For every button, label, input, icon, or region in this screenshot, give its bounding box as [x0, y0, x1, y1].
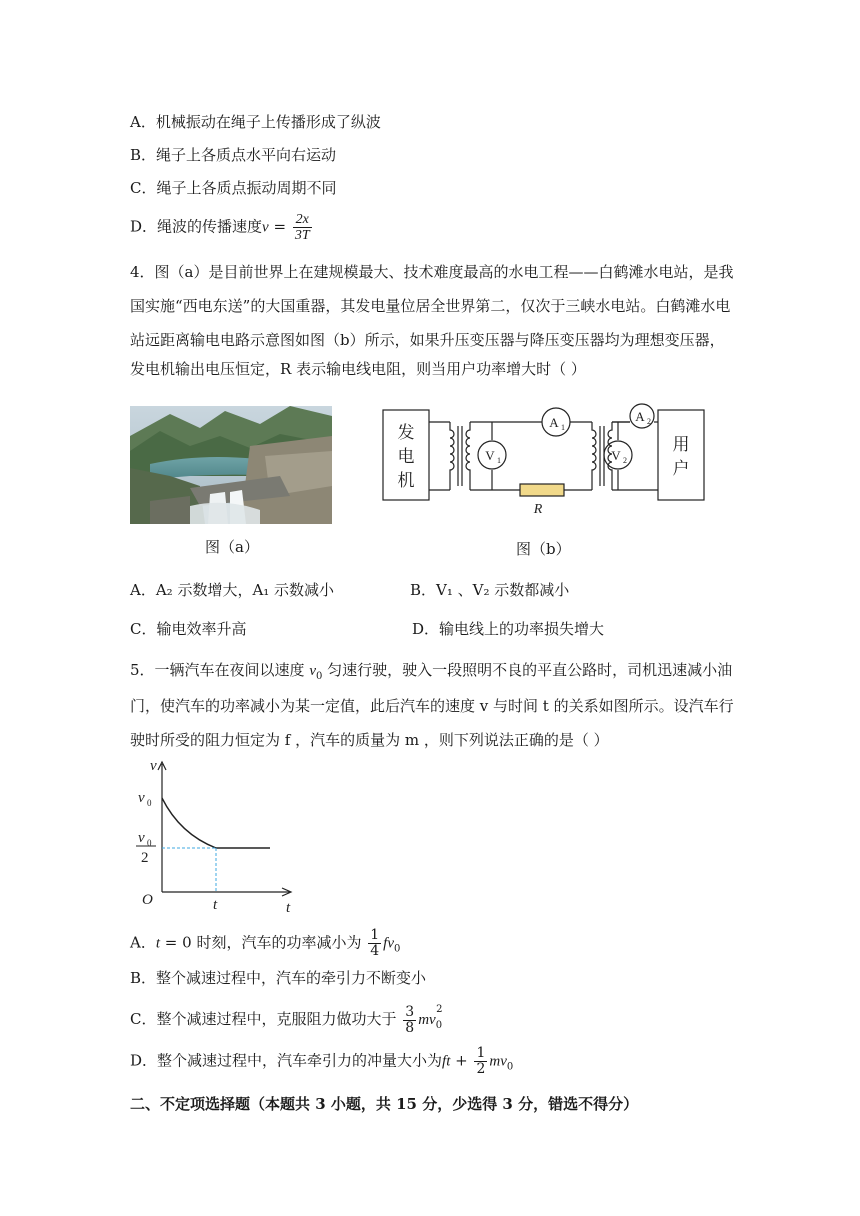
q5-option-b: B．整个减速过程中，汽车的牵引力不断变小 — [130, 969, 427, 987]
q5-option-d: D．整个减速过程中，汽车牵引力的冲量大小为ft + $\frac{1}{2}$ $mv_0$ — [130, 1045, 514, 1077]
q4-option-d: D．输电线上的功率损失增大 — [412, 620, 605, 638]
svg-text:1: 1 — [561, 423, 565, 432]
q4-option-a: A．A₂ 示数增大，A₁ 示数减小 — [130, 581, 335, 599]
fig-b-caption: 图（b） — [516, 540, 571, 558]
generator-label-1: 发 — [397, 423, 415, 442]
r-label: R — [533, 502, 543, 517]
user-box — [658, 410, 704, 500]
t-mark-label: t — [213, 897, 218, 913]
velocity-time-graph — [130, 756, 300, 916]
q5-stem-line-3: 驶时所受的阻力恒定为 f ，汽车的质量为 m ，则下列说法正确的是（ ） — [130, 731, 609, 749]
transmission-circuit-diagram — [378, 402, 710, 522]
user-label-2: 户 — [672, 459, 690, 478]
section-2-heading: 二、不定项选择题（本题共 3 小题，共 15 分，少选得 3 分，错选不得分） — [130, 1095, 639, 1113]
generator-label-2: 电 — [397, 447, 415, 466]
q4-stem-line-4: 发电机输出电压恒定，R 表示输电线电阻，则当用户功率增大时（ ） — [130, 360, 586, 378]
svg-text:2: 2 — [647, 417, 651, 426]
v0-label: v — [138, 790, 145, 806]
q4-stem-line-1: 4．图（a）是目前世界上在建规模最大、技术难度最高的水电工程——白鹤滩水电站，是我 — [130, 263, 734, 281]
step-up-secondary-coil — [466, 422, 470, 490]
resistor-r — [520, 484, 564, 496]
a1-label: A — [549, 415, 559, 430]
q3-option-c: C．绳子上各质点振动周期不同 — [130, 179, 337, 197]
q5-option-c: C．整个减速过程中，克服阻力做功大于 $\frac{3}{8}$ $mv_0^2$ — [130, 1003, 443, 1036]
user-label-1: 用 — [672, 435, 690, 454]
q4-stem-line-3: 站远距离输电电路示意图如图（b）所示，如果升压变压器与降压变压器均为理想变压器， — [130, 331, 725, 349]
v2-label: V — [611, 448, 621, 463]
origin-label: O — [142, 892, 153, 908]
step-down-primary-coil — [592, 422, 596, 490]
velocity-curve — [162, 798, 270, 848]
svg-text:2: 2 — [623, 456, 627, 465]
step-up-primary-coil — [450, 422, 454, 490]
q5-stem-line-1: 5．一辆汽车在夜间以速度 $v_0$ 匀速行驶，驶入一段照明不良的平直公路时，司机迅速减小油 — [130, 661, 733, 682]
generator-label-3: 机 — [397, 471, 415, 490]
q4-stem-line-2: 国实施“西电东送”的大国重器，其发电量位居全世界第二，仅次于三峡水电站。白鹤滩水电 — [130, 297, 731, 315]
half-v-num: v — [138, 830, 145, 846]
svg-text:0: 0 — [147, 838, 152, 848]
q5-stem-line-2: 门，使汽车的功率减小为某一定值，此后汽车的速度 v 与时间 t 的关系如图所示。设汽车行 — [130, 697, 734, 715]
fig-a-caption: 图（a） — [205, 538, 259, 556]
q3-option-a: A．机械振动在绳子上传播形成了纵波 — [130, 113, 381, 131]
q3-option-b: B．绳子上各质点水平向右运动 — [130, 146, 337, 164]
q4-option-c: C．输电效率升高 — [130, 620, 247, 638]
q5-option-a: A．t = 0 时刻，汽车的功率减小为 $\frac{1}{4}$ $fv_0$ — [130, 927, 401, 959]
half-v-den: 2 — [141, 850, 149, 866]
q3-option-d: D．绳波的传播速度v = $\frac{2x}{3T}$ — [130, 212, 310, 243]
q4-option-b: B．V₁ 、V₂ 示数都减小 — [410, 581, 570, 599]
a2-label: A — [635, 409, 645, 424]
v1-label: V — [485, 448, 495, 463]
t-axis-label: t — [286, 900, 291, 916]
v-axis-label: v — [150, 758, 157, 774]
svg-text:0: 0 — [147, 798, 152, 808]
svg-text:1: 1 — [497, 456, 501, 465]
dam-photo — [130, 406, 332, 524]
